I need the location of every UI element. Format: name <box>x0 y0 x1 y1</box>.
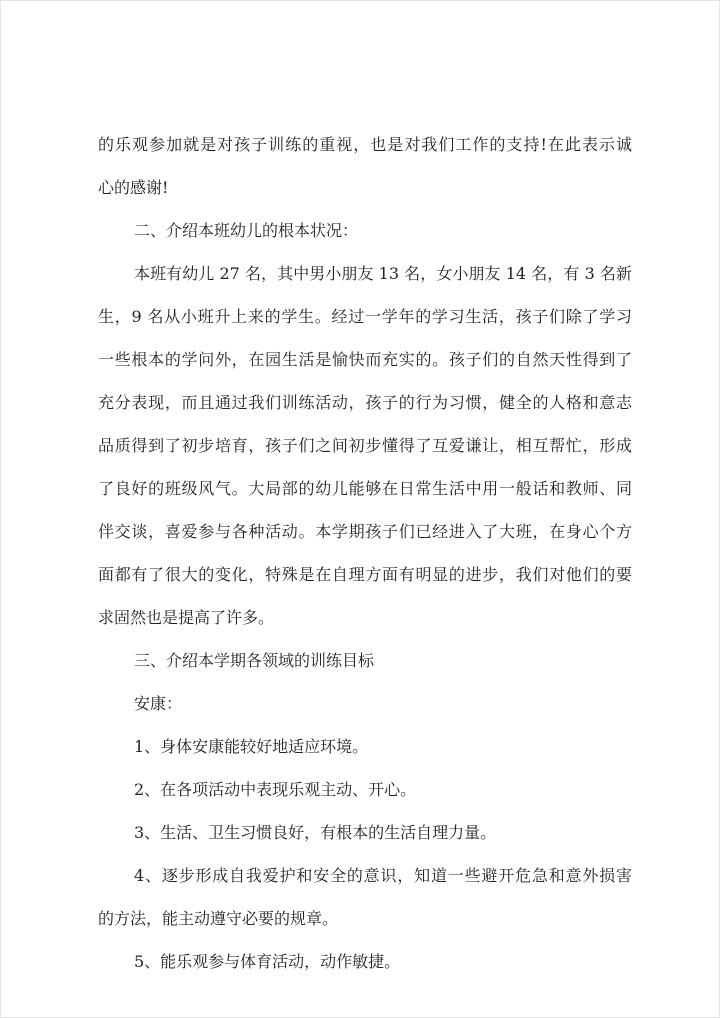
text-line: 心的感谢! <box>98 178 169 197</box>
text-line: 一些根本的学问外，在园生活是愉快而充实的。孩子们的自然天性得到了 <box>98 350 632 369</box>
document-body <box>98 123 632 983</box>
text-line: 的乐观参加就是对孩子训练的重视，也是对我们工作的支持!在此表示诚 <box>98 135 632 154</box>
text-line: 4、逐步形成自我爱护和安全的意识，知道一些避开危急和意外损害 <box>134 866 632 885</box>
text-line: 1、身体安康能较好地适应环境。 <box>134 737 369 756</box>
text-line: 安康： <box>134 694 183 713</box>
text-line: 本班有幼儿 27 名，其中男小朋友 13 名，女小朋友 14 名，有 3 名新 <box>134 264 632 283</box>
text-line: 了良好的班级风气。大局部的幼儿能够在日常生活中用一般话和教师、同 <box>98 479 632 498</box>
text-line: 5、能乐观参与体育活动，动作敏捷。 <box>134 952 401 971</box>
text-line: 2、在各项活动中表现乐观主动、开心。 <box>134 780 417 799</box>
text-line: 二、介绍本班幼儿的根本状况： <box>134 221 359 240</box>
text-line: 的方法，能主动遵守必要的规章。 <box>98 909 339 928</box>
text-line: 面都有了很大的变化，特殊是在自理方面有明显的进步，我们对他们的要 <box>98 565 632 584</box>
text-line: 3、生活、卫生习惯良好，有根本的生活自理力量。 <box>134 823 497 842</box>
text-line: 伴交谈，喜爱参与各种活动。本学期孩子们已经进入了大班，在身心个方 <box>98 522 632 541</box>
text-line: 求固然也是提高了许多。 <box>98 608 275 627</box>
text-line: 充分表现，而且通过我们训练活动，孩子的行为习惯，健全的人格和意志 <box>98 393 632 412</box>
text-line: 三、介绍本学期各领域的训练目标 <box>134 651 375 670</box>
text-line: 生，9 名从小班升上来的学生。经过一学年的学习生活，孩子们除了学习 <box>98 307 632 326</box>
text-line: 品质得到了初步培育，孩子们之间初步懂得了互爱谦让，相互帮忙，形成 <box>98 436 632 455</box>
